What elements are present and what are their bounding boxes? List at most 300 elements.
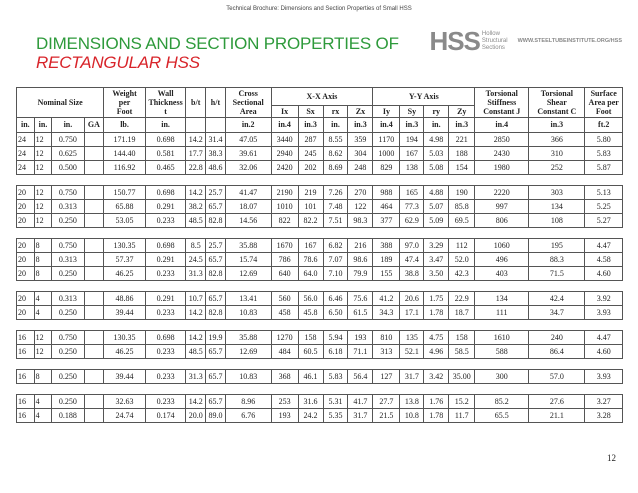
table-cell: 77.3 bbox=[400, 200, 424, 214]
table-cell: 38.8 bbox=[400, 267, 424, 281]
table-cell bbox=[84, 331, 104, 345]
table-cell: 4.47 bbox=[585, 239, 623, 253]
table-cell: 5.80 bbox=[585, 133, 623, 147]
table-cell bbox=[84, 239, 104, 253]
table-cell bbox=[84, 147, 104, 161]
table-cell: 32.63 bbox=[104, 395, 146, 409]
table-cell: 22.8 bbox=[186, 161, 206, 175]
table-cell bbox=[84, 133, 104, 147]
unit-cell: in. bbox=[323, 118, 348, 133]
table-cell: 31.4 bbox=[206, 133, 226, 147]
table-cell: 822 bbox=[271, 214, 298, 228]
table-row bbox=[17, 292, 623, 306]
table-cell: 248 bbox=[348, 161, 373, 175]
table-cell: 4.88 bbox=[424, 186, 449, 200]
table-cell: 64.0 bbox=[298, 267, 323, 281]
table-cell: 69.5 bbox=[449, 214, 475, 228]
table-cell: 10.83 bbox=[225, 306, 271, 320]
table-cell: 86.4 bbox=[529, 345, 585, 359]
table-cell: 1000 bbox=[373, 147, 400, 161]
table-cell: 0.250 bbox=[52, 214, 84, 228]
table-cell: 20 bbox=[17, 253, 35, 267]
table-cell: 245 bbox=[298, 147, 323, 161]
table-cell: 287 bbox=[298, 133, 323, 147]
table-cell: 15.2 bbox=[449, 395, 475, 409]
table-cell: 10.7 bbox=[186, 292, 206, 306]
table-cell: 193 bbox=[271, 409, 298, 423]
header-ix: Ix bbox=[271, 106, 298, 118]
table-cell: 7.51 bbox=[323, 214, 348, 228]
table-cell: 2430 bbox=[475, 147, 529, 161]
table-cell: 42.4 bbox=[529, 292, 585, 306]
table-cell: 62.9 bbox=[400, 214, 424, 228]
table-cell: 8 bbox=[34, 370, 52, 384]
logo-mark: HSS bbox=[429, 26, 480, 56]
table-cell: 89.0 bbox=[206, 409, 226, 423]
table-cell: 134 bbox=[475, 292, 529, 306]
table-row bbox=[17, 395, 623, 409]
table-cell: 195 bbox=[529, 239, 585, 253]
table-row bbox=[17, 161, 623, 175]
table-cell: 190 bbox=[449, 186, 475, 200]
group-separator bbox=[17, 228, 623, 239]
table-row bbox=[17, 186, 623, 200]
table-cell: 34.3 bbox=[373, 306, 400, 320]
header-weight: Weight per Foot bbox=[104, 88, 146, 118]
table-cell: 82.2 bbox=[298, 214, 323, 228]
table-cell: 8 bbox=[34, 239, 52, 253]
table-cell: 0.313 bbox=[52, 253, 84, 267]
table-cell: 12 bbox=[34, 147, 52, 161]
table-cell: 0.313 bbox=[52, 292, 84, 306]
table-cell: 0.233 bbox=[145, 395, 186, 409]
table-cell: 48.5 bbox=[186, 214, 206, 228]
table-cell: 27.6 bbox=[529, 395, 585, 409]
table-cell: 88.3 bbox=[529, 253, 585, 267]
table-cell: 85.8 bbox=[449, 200, 475, 214]
table-cell: 144.40 bbox=[104, 147, 146, 161]
table-cell: 0.188 bbox=[52, 409, 84, 423]
table-cell: 82.8 bbox=[206, 214, 226, 228]
unit-cell bbox=[206, 118, 226, 133]
table-cell: 5.87 bbox=[585, 161, 623, 175]
table-cell: 8.62 bbox=[323, 147, 348, 161]
table-cell: 202 bbox=[298, 161, 323, 175]
table-cell: 138 bbox=[400, 161, 424, 175]
table-cell: 14.2 bbox=[186, 395, 206, 409]
header-yy-axis: Y-Y Axis bbox=[373, 88, 475, 106]
hss-logo bbox=[429, 27, 622, 55]
table-cell: 0.250 bbox=[52, 306, 84, 320]
unit-cell: in.3 bbox=[298, 118, 323, 133]
table-cell: 3.27 bbox=[585, 395, 623, 409]
table-cell: 0.313 bbox=[52, 200, 84, 214]
table-cell: 189 bbox=[373, 253, 400, 267]
table-cell: 0.233 bbox=[145, 370, 186, 384]
table-cell: 46.25 bbox=[104, 345, 146, 359]
table-cell: 71.1 bbox=[348, 345, 373, 359]
unit-cell: lb. bbox=[104, 118, 146, 133]
table-cell: 5.83 bbox=[585, 147, 623, 161]
header-iy: Iy bbox=[373, 106, 400, 118]
table-cell: 22.9 bbox=[449, 292, 475, 306]
table-cell: 57.37 bbox=[104, 253, 146, 267]
table-cell: 79.9 bbox=[348, 267, 373, 281]
dimensions-table bbox=[16, 87, 623, 423]
logo-word-sections: Sections bbox=[481, 44, 505, 51]
table-cell: 388 bbox=[373, 239, 400, 253]
logo-words bbox=[482, 31, 508, 52]
table-cell: 65.7 bbox=[206, 370, 226, 384]
table-cell bbox=[84, 161, 104, 175]
table-cell: 3.47 bbox=[424, 253, 449, 267]
table-cell: 48.5 bbox=[186, 345, 206, 359]
table-cell: 10.8 bbox=[400, 409, 424, 423]
table-cell: 3.28 bbox=[585, 409, 623, 423]
table-cell bbox=[84, 292, 104, 306]
table-cell: 65.88 bbox=[104, 200, 146, 214]
table-cell: 829 bbox=[373, 161, 400, 175]
table-cell: 20 bbox=[17, 239, 35, 253]
table-cell: 14.2 bbox=[186, 306, 206, 320]
table-cell: 71.5 bbox=[529, 267, 585, 281]
header-ht: h/t bbox=[206, 88, 226, 118]
table-cell: 5.94 bbox=[323, 331, 348, 345]
unit-cell: in.3 bbox=[400, 118, 424, 133]
table-cell: 39.61 bbox=[225, 147, 271, 161]
page-number: 12 bbox=[607, 453, 616, 463]
table-cell: 158 bbox=[449, 331, 475, 345]
table-cell: 38.2 bbox=[186, 200, 206, 214]
table-cell: 2850 bbox=[475, 133, 529, 147]
unit-cell: in. bbox=[424, 118, 449, 133]
table-cell: 61.5 bbox=[348, 306, 373, 320]
unit-cell: in. bbox=[145, 118, 186, 133]
table-cell: 24 bbox=[17, 161, 35, 175]
header-zx: Zx bbox=[348, 106, 373, 118]
table-cell: 8.55 bbox=[323, 133, 348, 147]
table-cell: 4 bbox=[34, 292, 52, 306]
table-cell: 8.69 bbox=[323, 161, 348, 175]
table-cell: 496 bbox=[475, 253, 529, 267]
table-body bbox=[17, 133, 623, 423]
table-cell: 1610 bbox=[475, 331, 529, 345]
table-cell: 219 bbox=[298, 186, 323, 200]
table-cell: 377 bbox=[373, 214, 400, 228]
table-cell: 1.78 bbox=[424, 409, 449, 423]
table-row bbox=[17, 306, 623, 320]
table-cell: 35.88 bbox=[225, 331, 271, 345]
table-cell: 65.7 bbox=[206, 253, 226, 267]
table-cell: 85.2 bbox=[475, 395, 529, 409]
table-cell: 53.05 bbox=[104, 214, 146, 228]
table-cell: 0.698 bbox=[145, 133, 186, 147]
table-cell: 41.2 bbox=[373, 292, 400, 306]
title-line-2: RECTANGULAR HSS bbox=[36, 53, 200, 72]
table-cell: 24.2 bbox=[298, 409, 323, 423]
table-cell: 20 bbox=[17, 306, 35, 320]
table-cell: 154 bbox=[449, 161, 475, 175]
table-cell: 786 bbox=[271, 253, 298, 267]
table-cell: 5.07 bbox=[424, 200, 449, 214]
table-cell: 112 bbox=[449, 239, 475, 253]
table-cell: 20 bbox=[17, 214, 35, 228]
group-separator bbox=[17, 175, 623, 186]
table-row bbox=[17, 331, 623, 345]
table-cell: 45.8 bbox=[298, 306, 323, 320]
header-rx: rx bbox=[323, 106, 348, 118]
table-cell: 130.35 bbox=[104, 239, 146, 253]
table-cell: 65.5 bbox=[475, 409, 529, 423]
unit-cell: in.4 bbox=[475, 118, 529, 133]
header-torsional-shear: Torsional Shear Constant C bbox=[529, 88, 585, 118]
table-cell bbox=[84, 214, 104, 228]
table-cell: 82.8 bbox=[206, 267, 226, 281]
unit-cell: in.3 bbox=[449, 118, 475, 133]
table-cell: 0.750 bbox=[52, 239, 84, 253]
table-cell: 18.07 bbox=[225, 200, 271, 214]
table-cell: 135 bbox=[400, 331, 424, 345]
table-cell: 366 bbox=[529, 133, 585, 147]
table-cell: 464 bbox=[373, 200, 400, 214]
header-sx: Sx bbox=[298, 106, 323, 118]
table-cell bbox=[84, 370, 104, 384]
header-nominal-size: Nominal Size bbox=[17, 88, 104, 118]
table-cell: 16 bbox=[17, 370, 35, 384]
table-cell: 20 bbox=[17, 292, 35, 306]
table-cell: 60.5 bbox=[298, 345, 323, 359]
table-cell: 12 bbox=[34, 186, 52, 200]
table-cell: 46.25 bbox=[104, 267, 146, 281]
table-cell: 97.0 bbox=[400, 239, 424, 253]
table-cell: 458 bbox=[271, 306, 298, 320]
table-cell bbox=[84, 267, 104, 281]
table-cell: 6.82 bbox=[323, 239, 348, 253]
header-wall: Wall Thickness t bbox=[145, 88, 186, 118]
table-cell: 240 bbox=[529, 331, 585, 345]
table-cell: 58.5 bbox=[449, 345, 475, 359]
table-cell: 27.7 bbox=[373, 395, 400, 409]
table-row bbox=[17, 345, 623, 359]
table-row bbox=[17, 200, 623, 214]
table-cell: 47.05 bbox=[225, 133, 271, 147]
table-cell: 0.250 bbox=[52, 267, 84, 281]
table-cell: 1.78 bbox=[424, 306, 449, 320]
table-row bbox=[17, 253, 623, 267]
table-cell: 14.2 bbox=[186, 133, 206, 147]
table-cell: 0.291 bbox=[145, 200, 186, 214]
table-cell: 52.1 bbox=[400, 345, 424, 359]
table-cell: 5.27 bbox=[585, 214, 623, 228]
table-cell: 997 bbox=[475, 200, 529, 214]
table-cell: 12 bbox=[34, 133, 52, 147]
table-cell: 216 bbox=[348, 239, 373, 253]
table-cell: 0.291 bbox=[145, 292, 186, 306]
table-cell: 10.83 bbox=[225, 370, 271, 384]
table-cell: 0.233 bbox=[145, 267, 186, 281]
table-cell: 158 bbox=[298, 331, 323, 345]
table-cell: 12.69 bbox=[225, 267, 271, 281]
table-cell: 810 bbox=[373, 331, 400, 345]
table-cell: 2190 bbox=[271, 186, 298, 200]
table-cell: 3.93 bbox=[585, 370, 623, 384]
table-cell: 14.56 bbox=[225, 214, 271, 228]
table-cell: 5.03 bbox=[424, 147, 449, 161]
table-cell: 4.98 bbox=[424, 133, 449, 147]
table-cell: 484 bbox=[271, 345, 298, 359]
table-cell: 3.42 bbox=[424, 370, 449, 384]
header-cross-area: Cross Sectional Area bbox=[225, 88, 271, 118]
table-cell: 39.44 bbox=[104, 306, 146, 320]
table-cell: 12 bbox=[34, 161, 52, 175]
table-cell: 171.19 bbox=[104, 133, 146, 147]
table-cell: 12 bbox=[34, 331, 52, 345]
table-cell: 0.581 bbox=[145, 147, 186, 161]
table-cell: 21.1 bbox=[529, 409, 585, 423]
table-cell: 25.7 bbox=[206, 239, 226, 253]
table-cell: 13.41 bbox=[225, 292, 271, 306]
table-cell: 188 bbox=[449, 147, 475, 161]
table-cell: 0.500 bbox=[52, 161, 84, 175]
table-cell: 15.74 bbox=[225, 253, 271, 267]
unit-cell: in.2 bbox=[225, 118, 271, 133]
table-cell: 24 bbox=[17, 147, 35, 161]
table-row bbox=[17, 267, 623, 281]
table-cell: 16 bbox=[17, 345, 35, 359]
table-cell: 1060 bbox=[475, 239, 529, 253]
unit-cell: in.4 bbox=[271, 118, 298, 133]
table-cell: 31.6 bbox=[298, 395, 323, 409]
table-cell bbox=[84, 306, 104, 320]
table-cell: 359 bbox=[348, 133, 373, 147]
table-cell: 0.698 bbox=[145, 186, 186, 200]
table-cell: 6.18 bbox=[323, 345, 348, 359]
table-cell: 303 bbox=[529, 186, 585, 200]
table-cell: 2940 bbox=[271, 147, 298, 161]
table-cell: 313 bbox=[373, 345, 400, 359]
table-cell: 165 bbox=[400, 186, 424, 200]
unit-cell: in.4 bbox=[373, 118, 400, 133]
header-zy: Zy bbox=[449, 106, 475, 118]
table-cell: 38.3 bbox=[206, 147, 226, 161]
unit-cell: in. bbox=[52, 118, 84, 133]
table-cell: 0.233 bbox=[145, 306, 186, 320]
table-row bbox=[17, 409, 623, 423]
table-cell: 806 bbox=[475, 214, 529, 228]
table-cell bbox=[84, 253, 104, 267]
table-cell: 0.750 bbox=[52, 186, 84, 200]
table-cell: 14.2 bbox=[186, 186, 206, 200]
table-cell: 4.60 bbox=[585, 267, 623, 281]
table-cell: 18.7 bbox=[449, 306, 475, 320]
table-cell: 988 bbox=[373, 186, 400, 200]
table-cell bbox=[84, 409, 104, 423]
table-cell: 101 bbox=[298, 200, 323, 214]
table-cell: 35.88 bbox=[225, 239, 271, 253]
table-row bbox=[17, 370, 623, 384]
table-cell: 5.25 bbox=[585, 200, 623, 214]
header-torsional-stiffness: Torsional Stiffness Constant J bbox=[475, 88, 529, 118]
header-surface-area: Surface Area per Foot bbox=[585, 88, 623, 118]
group-separator bbox=[17, 320, 623, 331]
table-cell: 19.9 bbox=[206, 331, 226, 345]
table-cell: 3.29 bbox=[424, 239, 449, 253]
table-cell: 127 bbox=[373, 370, 400, 384]
table-cell: 5.13 bbox=[585, 186, 623, 200]
table-cell: 0.233 bbox=[145, 214, 186, 228]
table-cell: 6.76 bbox=[225, 409, 271, 423]
table-cell: 46.1 bbox=[298, 370, 323, 384]
table-cell: 65.7 bbox=[206, 292, 226, 306]
unit-cell: in. bbox=[34, 118, 52, 133]
table-cell: 560 bbox=[271, 292, 298, 306]
group-separator bbox=[17, 281, 623, 292]
table-cell: 41.7 bbox=[348, 395, 373, 409]
table-cell: 48.86 bbox=[104, 292, 146, 306]
table-cell: 31.7 bbox=[348, 409, 373, 423]
table-cell: 1980 bbox=[475, 161, 529, 175]
table-cell: 13.8 bbox=[400, 395, 424, 409]
header-xx-axis: X-X Axis bbox=[271, 88, 373, 106]
unit-cell: in. bbox=[17, 118, 35, 133]
table-cell: 0.250 bbox=[52, 395, 84, 409]
table-cell: 167 bbox=[400, 147, 424, 161]
unit-cell: in.3 bbox=[348, 118, 373, 133]
table-cell: 20 bbox=[17, 200, 35, 214]
table-cell: 3.93 bbox=[585, 306, 623, 320]
table-cell: 24.5 bbox=[186, 253, 206, 267]
table-cell: 4.96 bbox=[424, 345, 449, 359]
unit-cell: ft.2 bbox=[585, 118, 623, 133]
table-cell: 0.291 bbox=[145, 253, 186, 267]
table-cell: 5.08 bbox=[424, 161, 449, 175]
table-cell bbox=[84, 395, 104, 409]
table-cell bbox=[84, 345, 104, 359]
table-cell: 56.0 bbox=[298, 292, 323, 306]
table-cell: 48.6 bbox=[206, 161, 226, 175]
table-cell: 7.07 bbox=[323, 253, 348, 267]
table-cell: 8 bbox=[34, 253, 52, 267]
table-cell bbox=[84, 200, 104, 214]
group-separator bbox=[17, 384, 623, 395]
table-cell: 12.69 bbox=[225, 345, 271, 359]
table-cell: 47.4 bbox=[400, 253, 424, 267]
table-cell: 155 bbox=[373, 267, 400, 281]
table-cell: 5.31 bbox=[323, 395, 348, 409]
table-cell: 14.2 bbox=[186, 331, 206, 345]
table-cell: 0.174 bbox=[145, 409, 186, 423]
group-separator bbox=[17, 359, 623, 370]
table-cell: 82.8 bbox=[206, 306, 226, 320]
table-cell: 41.47 bbox=[225, 186, 271, 200]
table-cell: 2420 bbox=[271, 161, 298, 175]
table-cell: 0.750 bbox=[52, 133, 84, 147]
unit-cell: in.3 bbox=[529, 118, 585, 133]
table-cell: 5.09 bbox=[424, 214, 449, 228]
table-cell: 193 bbox=[348, 331, 373, 345]
table-cell: 3.50 bbox=[424, 267, 449, 281]
unit-cell bbox=[186, 118, 206, 133]
table-cell: 4.47 bbox=[585, 331, 623, 345]
logo-word-hollow: Hollow bbox=[481, 30, 500, 37]
table-cell bbox=[84, 186, 104, 200]
table-cell: 3440 bbox=[271, 133, 298, 147]
table-cell: 403 bbox=[475, 267, 529, 281]
table-cell: 3.92 bbox=[585, 292, 623, 306]
table-cell: 304 bbox=[348, 147, 373, 161]
page-title bbox=[36, 34, 399, 72]
title-line-1: DIMENSIONS AND SECTION PROPERTIES OF bbox=[36, 34, 399, 53]
